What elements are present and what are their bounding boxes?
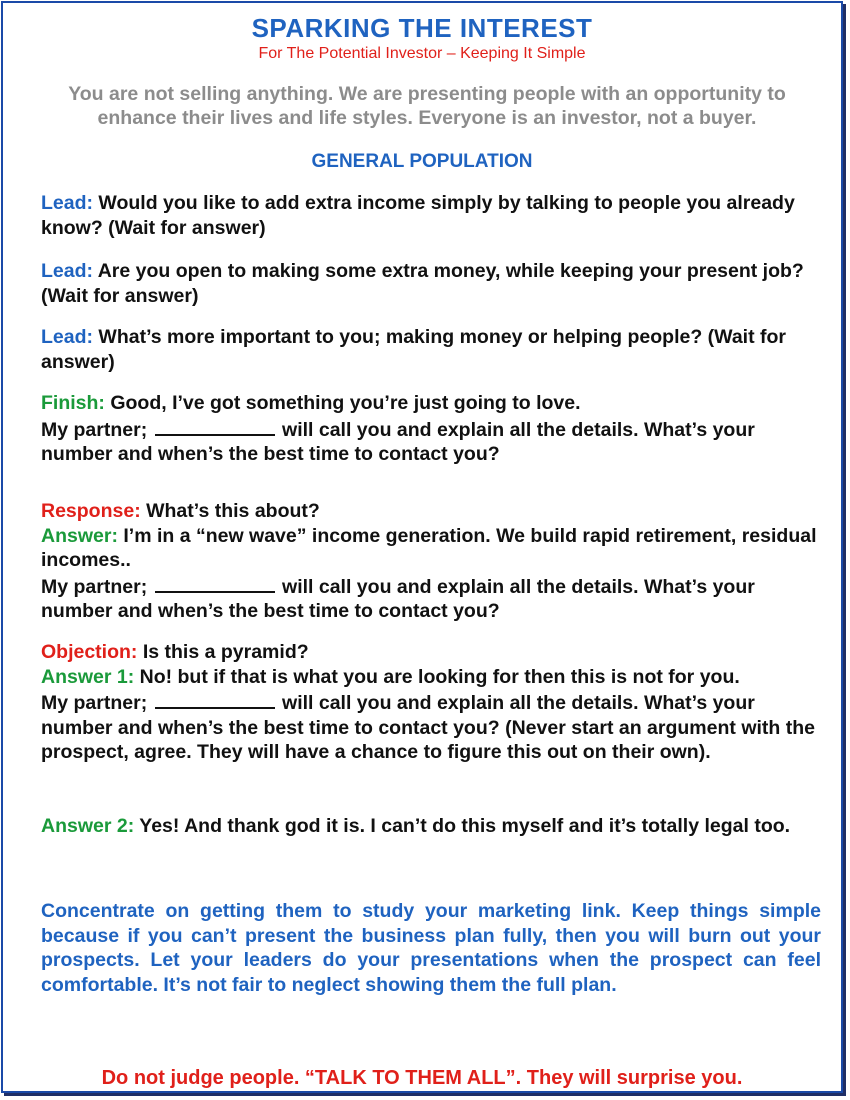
lead-2-text: Are you open to making some extra money, while keeping your present job? (Wait for answer): [41, 260, 804, 307]
answer-2-text: Yes! And thank god it is. I can’t do this myself and it’s totally legal too.: [134, 815, 791, 837]
lead-2: [41, 259, 831, 308]
lead-3-text: What’s more important to you; making money or helping people? (Wait for answer): [41, 326, 787, 373]
lead-2-label: Lead:: [41, 260, 94, 282]
lead-1: [41, 191, 831, 240]
answer-1-label: Answer 1:: [41, 665, 135, 688]
finish-label: Finish:: [41, 392, 105, 414]
footer-note: Do not judge people. “TALK TO THEM ALL”. They will surprise you.: [101, 1067, 743, 1089]
finish-block: [41, 391, 831, 467]
intro-paragraph: You are not selling anything. We are presenting people with an opportunity to enhance their lives and life styles. Everyone is an investor, not a buyer.: [68, 83, 786, 129]
response-label: Response:: [41, 500, 141, 522]
section-title: GENERAL POPULATION: [311, 151, 533, 172]
closing-paragraph: Concentrate on getting them to study your marketing link. Keep things simple because if you can’t present the business plan fully, then you will burn out your prospects. Let your leaders do your presentations when the prospect can feel comfortable. It’s not fair to neglect showing them the full plan.: [41, 900, 821, 996]
response-block: [41, 499, 831, 624]
lead-1-label: Lead:: [41, 192, 94, 214]
document-page: [1, 1, 843, 1093]
finish-partner-post: will call you and explain all the details. What’s your number and when’s the best time to contact you?: [41, 418, 755, 465]
response-text: What’s this about?: [140, 500, 320, 522]
response-partner-pre: My partner;: [41, 575, 153, 598]
objection-label: Objection:: [41, 641, 138, 663]
page-title: SPARKING THE INTEREST: [251, 13, 593, 43]
objection-block: [41, 640, 831, 765]
response-answer-text: I’m in a “new wave” income generation. We build rapid retirement, residual incomes..: [41, 524, 817, 571]
response-partner-post: will call you and explain all the details. What’s your number and when’s the best time to contact you?: [41, 575, 755, 622]
finish-text: Good, I’ve got something you’re just going to love.: [104, 392, 581, 414]
lead-1-text: Would you like to add extra income simply by talking to people you already know? (Wait for answer): [41, 192, 795, 239]
partner-name-blank: [155, 573, 275, 593]
finish-partner-pre: My partner;: [41, 418, 153, 441]
answer-1-text: No! but if that is what you are looking for then this is not for you.: [134, 665, 740, 688]
answer-2-label: Answer 2:: [41, 815, 135, 837]
partner-name-blank: [155, 689, 275, 709]
lead-3-label: Lead:: [41, 326, 94, 348]
objection-partner-post: will call you and explain all the details. What’s your number and when’s the best time to contact you? (Never start an argument with the prospect, agree. They will have a chance to figure this out on their own).: [41, 692, 815, 763]
response-answer-label: Answer:: [41, 524, 118, 547]
partner-name-blank: [155, 416, 275, 436]
answer-2-block: [41, 814, 831, 839]
page-subtitle: For The Potential Investor – Keeping It Simple: [258, 45, 586, 62]
objection-text: Is this a pyramid?: [137, 641, 309, 663]
objection-partner-pre: My partner;: [41, 692, 153, 714]
lead-3: [41, 325, 831, 374]
